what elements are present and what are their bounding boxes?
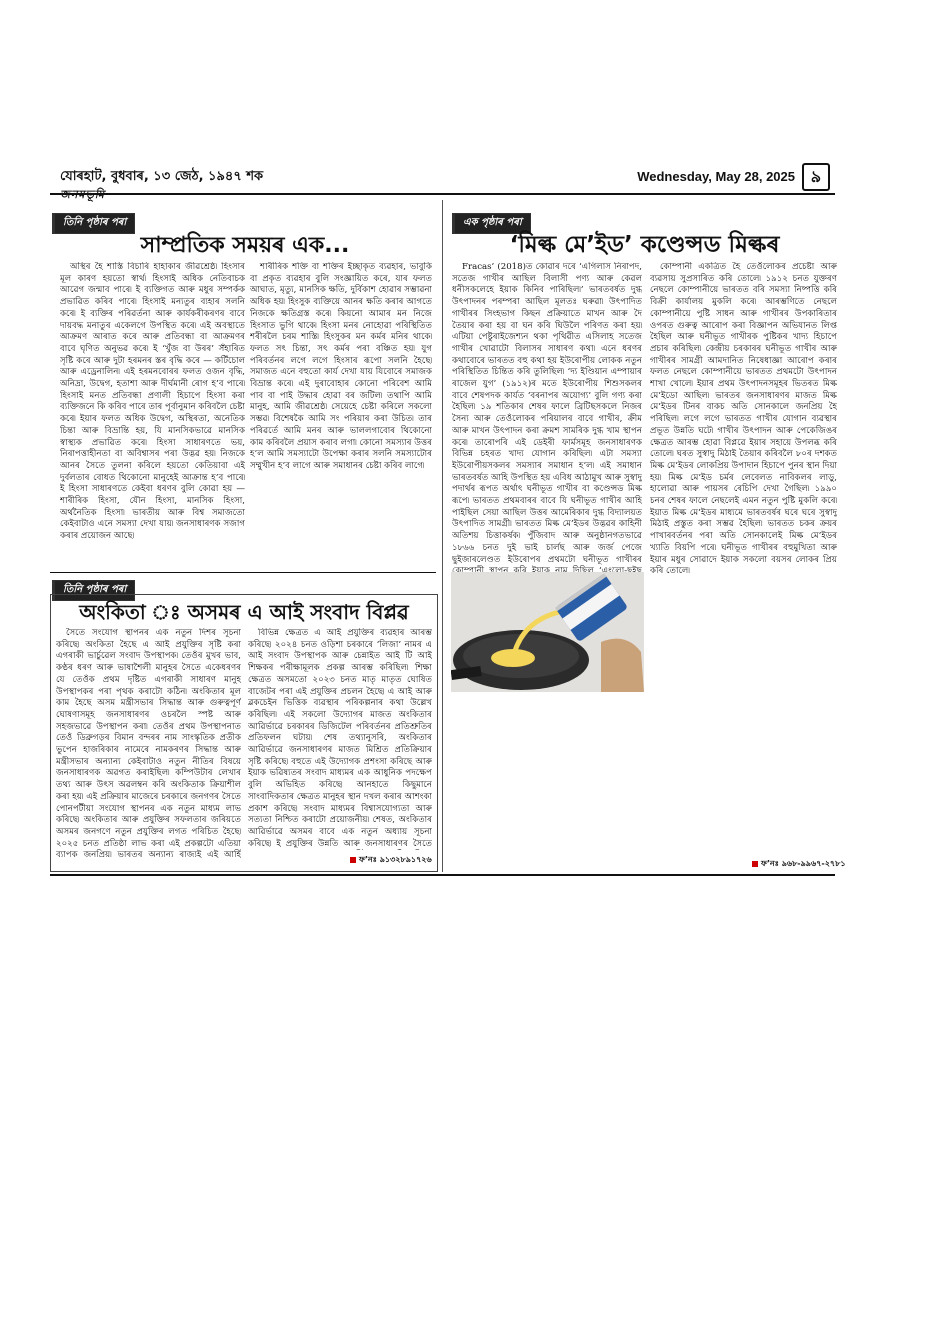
article2-headline: অংকিতা ঃ অসমৰ এ আই সংবাদ বিপ্লৱ [79, 600, 409, 624]
red-square-icon [752, 861, 758, 867]
article2-column-1: সৈতে সংযোগ স্থাপনৰ এক নতুন দিশৰ সূচনা কৰিছে৷ অংকিতা হৈছে এ আই প্ৰযুক্তিৰ সৃষ্টি কৰা এগৰাকী ভাৰ্চুৱেল সংবাদ উপস্থাপক৷ তেওঁৰ মুখৰ ভাব, কণ্ঠৰ ধৰণ আৰু ভাষাশৈলী মানুহৰ সৈতে একেধৰণৰ যে তেওঁক প্ৰথম দৃষ্টিত এগৰাকী সাধাৰণ মানুহ উপস্থাপকৰ পৰা পৃথক কৰাটো কঠিন৷ অংকিতাৰ মূল কাম হৈছে অসম মন্ত্ৰীসভাৰ সিদ্ধান্ত আৰু গুৰুত্বপূৰ্ণ ঘোষণাসমূহ জনসাধাৰণৰ ওচৰলৈ স্পষ্ট আৰু সহজভাৱে উপস্থাপন কৰা৷ তেওঁৰ প্ৰথম উপস্থাপনাত তেওঁ ডিব্ৰুগড়ৰ বিমান বন্দৰৰ নাম সাংস্কৃতিক প্ৰতীক ভুপেন হাজৰিকাৰ নামেৰে নামকৰণৰ সিদ্ধান্ত আৰু মন্ত্ৰীসভাৰ অন্যান্য কেইবাটাও নতুন নীতিৰ বিষয়ে জনসাধাৰণক অৱগত কৰাইছিল৷ কম্পিউটাৰ লেখাৰ তথ্য আৰু উৎস অৱলম্বন কৰি অংকিতাক ক্ৰিয়াশীল কৰা হয়৷ এই প্ৰক্ৰিয়াৰ মাজেৰে চৰকাৰে জনগণৰ সৈতে পোনপটীয়া সংযোগ স্থাপনৰ এক নতুন মাধ্যম লাভ কৰিছে৷ অংকিতাৰ আৰু প্ৰযুক্তিৰ সফলতাৰ জৰিয়তে অসমৰ জনগণে নতুন প্ৰযুক্তিৰ লগত পৰিচিত হৈছে৷ ২০২৫ চনত প্ৰতিষ্ঠা লাভ কৰা এই প্ৰকল্পটো এতিয়া ব্যাপক জনপ্ৰিয়৷ ভাৰতৰ অন্যান্য ৰাজ্যই এই আৰ্হি [56, 628, 241, 860]
article3-column-2: কোম্পানী একত্ৰিত হৈ তেওঁলোকৰ প্ৰচেষ্টা আৰু ব্যৱসায় সুপ্ৰসাৰিত কৰি তোলে৷ ১৯১২ চনত যুক্তৰণ নেছলে কোম্পানীয়ে ভাৰতত বৰি সমস্যা নিষ্পত্তি কৰি বিক্ৰী কাৰ্যালয় মুকলি কৰে৷ আৰম্ভণিতে নেছলে কোম্পানীয়ে পুষ্টি সাধন আৰু গাখীৰৰ উপকাৰিতাৰ ওপৰত গুৰুত্ব আৰোপ কৰা বিজ্ঞাপন অভিযানত লিপ্ত হৈছিল আৰু ঘনীভূত গাখীৰক পুষ্টিকৰ খাদ্য হিচাপে প্ৰচাৰ কৰিছিল৷ কেন্দ্ৰীয় চৰকাৰৰ ঘনীভূত গাখীৰ আৰু গাখীৰৰ সামগ্ৰী আমদানিত নিষেধাজ্ঞা আৰোপ কৰাৰ ফলত নেছলে কোম্পানীয়ে ভাৰতত প্ৰথমটো উৎপাদন শাখা খোলে৷ ইয়াৰ প্ৰথম উৎপাদনসমূহৰ ভিতৰত মিল্ক মে’ইডো আছিল৷ ভাৰতৰ জনসাধাৰণৰ মাজত মিল্ক মে’ইডৰ টিনৰ বাকচ অতি সোনকালে জনপ্ৰিয় হৈ পৰিছিল৷ লগে লগে ভাৰতত গাখীৰ যোগান ব্যৱস্থাৰ প্ৰভূত উন্নতি ঘটে৷ গাখীৰ উৎপাদন আৰু পেকেজিঙৰ ক্ষেত্ৰত আৰম্ভ হোৱা বিপ্লৱে ইয়াৰ সহায়ে উপলব্ধ কৰি তোলে৷ ঘৰত সুস্বাদু মিঠাই তৈয়াৰ কৰিবলৈ ৮০ৰ দশকত মিল্ক মে’ইডৰ লোকপ্ৰিয় উপাদান হিচাপে পুনৰ স্থান দিয়া হয়৷ মিল্ক মে’ইড চৰ্মৰ লেবেলত নাবিকলৰ লাড়ু, হালোৱা আৰু পায়সৰ ৰেচিপি দেখা গৈছিল৷ ১৯৯০ চনৰ শেষৰ ফালে নেছলেই এমন নতুন পুষ্টি মুকলি কৰে৷ ইয়াত মিল্ক মে’ইডৰ মাধ্যমে ভাৰতবৰ্ষৰ ঘৰে ঘৰে সুস্বাদু মিঠাই প্ৰস্তুত কৰা সম্ভৱ হৈছিল৷ ভাৰতত চকৰ ক্ৰয়ৰ পাখাৰবৰ্তনৰ পৰা অতি সোনকালেই মিল্ক মে’ইডৰ খ্যাতি বিয়পি পৰে৷ ঘনীভূত গাখীৰৰ বহুমুখিতা আৰু ইয়াৰ মধুৰ সোৱাদে ইয়াক সকলো বয়সৰ লোকৰ প্ৰিয় কৰি তোলে৷ [650, 262, 837, 577]
article1-continued-tag: তিনি পৃষ্ঠাৰ পৰা [52, 213, 135, 234]
article1-column-1: অস্থিৰ হৈ শাস্তি বিচাৰি হাহাকাৰ জীৱশ্ৰেষ্ঠ৷ হিংসাৰ মূল কাৰণ হয়তো স্বাৰ্থ৷ হিংসাই অধিক নেতিবাচক আৱেগ জন্মাব পাৰে৷ ই ব্যক্তিগত আৰু মধুৰ সম্পৰ্কক প্ৰভাৱিত কৰিব পাৰে৷ হিংসাই মন্যতুৰ ব্যহাৰ সলনি কৰে৷ ই ব্যক্তিৰ পৰিৱৰ্তনা আৰু কাৰ্যকৰীকৰণৰ বাবে দায়বদ্ধ মনাতুৰ একেলগে উপস্থিত কৰে৷ এই অবস্থাতে আক্ৰমণ আৰাত কৰে আৰু প্ৰতিবন্ধা বা আক্ৰমণৰ বাবে ঘৃণিত অনুভৱ কৰে৷ ই ‘খুঁজ বা উৰৰ’ সঁহাৰিত সৃষ্টি কৰে আৰু দুটা হৰমনৰ স্তৰ বৃদ্ধি কৰে — কৰ্টিচোল আৰু এড্ৰেনালিন৷ এই হৰমনবোৰৰ ফলত ওজন বৃদ্ধি, অনিদ্ৰা, উদ্বেগ, হতাশা আৰু দীৰ্ঘমানী ৰোগ হ’ব পাৰে৷ হিংসাই মনত প্ৰতিবন্ধা প্ৰণালী হিচাপে হিংসা কৰা ব্যক্তিজনে কি কৰিব পাৰে তাৰ পূৰ্বানুমান কৰিবলৈ চেষ্টা কৰে৷ ইয়াৰ ফলত অধিক উদ্বেগ, অস্থিৰতা, অনেতিক চিন্তা আৰু বিভ্ৰান্তি হয়, যি মানসিকভাৱে মানসিক স্বাস্থ্যক প্ৰভাৱিত কৰে৷ হিংসা সাধাৰণতে ভয়, নিৰাপত্তাহীনতা বা অবিশ্বাসৰ পৰা উদ্ভৱ হয়৷ নিজকে আনৰ সৈতে তুলনা কৰিলে হয়তো কেতিয়াবা এই দুৰ্বলতাৰ বোধত থিকোনো মানুহেই আক্ৰান্ত হ’ব পাৰে৷ ই হিংসা সাধাৰণতে কেইবা ধৰণৰ বুলি কোৱা হয় — শাৰীৰিক হিংসা, যৌন হিংসা, মানসিক হিংসা, অৰ্থনৈতিক হিংসা৷ ভাৰতীয় আৰু বিশ্ব সমাজতো কেইবাটাও এনে সমস্যা দেখা যায়৷ জনসাধাৰণক সজাগ কৰাৰ প্ৰয়োজন আছে৷ [60, 262, 245, 542]
article3-headline: ‘মিল্ক মে’ইড’ কণ্ডেন্সড মিল্কৰ [509, 232, 780, 258]
masthead-date-english: Wednesday, May 28, 2025 [637, 169, 795, 184]
milk-pouring-photo [451, 572, 644, 692]
condensed-milk-can-photo [451, 572, 644, 692]
article2-phone [350, 854, 432, 867]
page-number: ৯ [802, 163, 830, 191]
newspaper-logo: জনমভূমি [60, 188, 105, 201]
column-divider [442, 200, 443, 872]
article-separator [50, 572, 436, 573]
article3-continued-tag: এক পৃষ্ঠাৰ পৰা [452, 213, 531, 234]
article1-column-2: শাৰীৰিক শক্তি বা শক্তিৰ ইচ্ছাকৃত ব্যৱহাৰ, ভাবুকি বা প্ৰকৃত ব্যৱহাৰ বুলি সংজ্ঞায়িত কৰে, যাৰ ফলত আঘাত, মৃত্যু, মানসিক ক্ষতি, দুৰ্বিকাশ হোৱাৰ সম্ভাৱনা অধিক হয়৷ হিংসুক ব্যক্তিয়ে আনৰ ক্ষতি কৰাৰ আগতে নিজকে ক্ষতিগ্ৰস্ত কৰে৷ কিয়নো আমাৰ মন নিজে হিংসাত ভুগি থাকে৷ হিংসা মনৰ নোহোৱা পৰিস্থিতিত শৰীৰলৈ চৰম শাস্তি৷ হিংসুকৰ মন কৰ্মৰ মনিৰ থাকে৷ ফলত সৎ চিন্তা, সৎ কৰ্মৰ পৰা বঞ্চিত হয়৷ যুগ পৰিবৰ্তনৰ লগে লগে হিংসাৰ ৰূপো সলনি হৈছে৷ সমাজত এনে বহুতো কাৰ্য দেখা যায় যিবোৰে সমাজক বিভ্ৰান্ত কৰে৷ এই দুৰাবোহাৰ কোনো পৰিবেশ আমি পাব বা পাই উদ্ধাৰ হোৱা বৰ জটিল৷ তথাপি আমি মানুহ, আমি জীৱশ্ৰেষ্ঠ৷ সেয়েহে চেষ্টা কৰিলে সকলো সম্ভৱ৷ বিশেষকৈ আমি সং পৰিয়াৰ কৰা উচিত৷ তাৰ পৰিৱৰ্তে আমি মনৰ আৰু ভাললগাবোৰ থিকোনো কাম কৰিবলৈ প্ৰয়াস কৰাব লগা৷ কোনো সমস্যাৰ উত্তৰ হ’ল আমি সমস্যাটো উপেক্ষা কৰাৰ সলনি সমস্যাটোৰ সম্মুখীন হ’ব লাগে আৰু সমাধানৰ চেষ্টা কৰিব লাগে৷ [250, 262, 432, 471]
article3-phone-text: ফ’নঃ ৯৬৮-৯৯৬৭-২৭৮১ [761, 859, 846, 868]
article1-headline: সাম্প্ৰতিক সময়ৰ এক... [140, 233, 350, 258]
red-square-icon [350, 857, 356, 863]
masthead-rule [50, 193, 835, 195]
article2-column-2: বিভিন্ন ক্ষেত্ৰত এ আই প্ৰযুক্তিৰ ব্যৱহাৰ আৰম্ভ কৰিছে৷ ২০২৪ চনত ওড়িশা চৰকাৰে ‘লিজা’ নামৰ এ আই সংবাদ উপস্থাপক আৰু চেন্নাইত আই টি আই শিক্ষকৰ পৰীক্ষামূলক প্ৰকল্প আৰম্ভ কৰিছিল৷ শিক্ষা ক্ষেত্ৰত অসমতো ২০২৩ চনত মাতৃ মাতৃত ঘোষিত বাজেটৰ পৰা এই প্ৰযুক্তিৰ প্ৰচলন হৈছে৷ এ আই আৰু ব্লকচেইন ভিত্তিক ব্যৱস্থাৰ পৰিকল্পনাৰ কথা উল্লেখ কৰিছিল৷ এই সকলো উদ্যোগৰ মাজত অংকিতাৰ আৱিৰ্ভাৱে চৰকাৰৰ ডিজিটেল পৰিবৰ্তনৰ প্ৰতিশ্ৰুতিৰ প্ৰতিফলন ঘটায়৷ শেষ তথ্যানুসৰি, অংকিতাৰ আৱিৰ্ভাৱে জনসাধাৰণৰ মাজত মিশ্ৰিত প্ৰতিক্ৰিয়াৰ সৃষ্টি কৰিছে৷ বহুতে এই উদ্যোগক প্ৰশংসা কৰিছে আৰু ইয়াক ভৱিষ্যতৰ সংবাদ মাধ্যমৰ এক আধুনিক পদক্ষেপ বুলি অভিহিত কৰিছে৷ আনহাতে কিছুমানে সাংবাদিকতাৰ ক্ষেত্ৰত মানুহৰ স্থান দখল কৰাৰ আশংকা প্ৰকাশ কৰিছে৷ সংবাদ মাধ্যমৰ বিশ্বাসযোগ্যতা আৰু সত্যতা নিশ্চিত কৰাটো প্ৰয়োজনীয়৷ শেষত, অংকিতাৰ আৱিৰ্ভাৱে অসমৰ বাবে এক নতুন অধ্যায় সূচনা কৰিছে৷ ই প্ৰযুক্তিৰ উন্নতি আৰু জনসাধাৰণৰ সৈতে [248, 628, 432, 849]
masthead-date-assamese: যোৰহাট, বুধবাৰ, ১৩ জেঠ, ১৯৪৭ শক [60, 169, 264, 184]
bottom-rule [50, 874, 835, 876]
article2-phone-text: ফ’নঃ ৯১৩২৮৯১৭২৬ [359, 855, 432, 864]
article2-continued-tag: তিনি পৃষ্ঠাৰ পৰা [52, 580, 135, 601]
article3-column-1: Fracas’ (2018)ত কোৱাৰ দৰে ‘এগিলাস নিৰাপদ, সতেজ গাখীৰ আছিল বিলাসী পণ্য আৰু কেৱল ধনীসকলেহে ইয়াক কিনিব পাৰিছিল৷’ ভাৰতবৰ্ষত দুগ্ধ উৎপাদনৰ পৰম্পৰা আছিল মূলতঃ ঘৰুৱা৷ উৎপাদিত গাখীৰৰ সিংহভাগ কিছন প্ৰক্ৰিয়াতে মাখন আৰু দৈ তৈয়াৰ কৰা হয় বা ঘন কৰি ঘিউলৈ পৰিণত কৰা হয়৷ এটিয়া পেষ্টুৰাইজেশ্যন থকা পৃথিৱীত এসিলাহ সতেজ গাখীৰ খোৱাটো বিলাসৰ সাধাৰণ কথা৷ এনে ধৰণৰ কথাবোৰে ভাৰতত বহু কথা হয় ইউৰোপীয় লোকক নতুন পৰিস্থিতিত চিন্তিত কৰি তুলিছিল৷ ‘দ্য ইণ্ডিয়ান এম্পায়াৰ ৰাজেল যুগ’ (১৯১২)ৰ মতে ইউৰোপীয় শিশুসকলৰ বাবে শেষপদক কাৰ্যত ‘বৰনাপৰ অযোগ্য’ বুলি গণ্য কৰা হৈছিল৷ ১৯ শতিকাৰ শেষৰ ফালে ব্ৰিটিছসকলে নিজৰ সৈন্য আৰু তেওঁলোকৰ পৰিয়ালৰ বাবে গাখীৰ, ক্ৰীম আৰু মাখন উৎপাদন কৰা ক্ৰমশ সামৰিক দুগ্ধ খাম স্থাপন কৰে৷ তাৰোপৰি এই ডেইৰী ফাৰ্মসমূহ জনসাধাৰণক বিভিন্ন চহৰত খাদ্য যোগান কৰিছিল৷ এটা সমস্যা ইউৰোপীয়সকলৰ সমস্যাৰ সমাধান হ’ল৷ এই সমাধান ভাৰতবৰ্ষত আহি উপস্থিত হয় এবিধ আঠামুখ আৰু সুস্বাদু পদাৰ্থৰ ৰূপত অৰ্থাৎ ঘনীভূত গাখীৰ বা কণ্ডেন্সড মিল্ক ৰূপে৷ ভাৰতত প্ৰথমবাৰৰ বাবে যি ঘনীভূত গাখীৰ আহি পাইছিল সেয়া আছিল উত্তৰ আমেৰিকাৰ দুগ্ধ বিদ্যালয়ত উৎপাদিত সামগ্ৰী৷ ভাৰতত মিল্ক মে’ইডৰ উদ্ভৱৰ কাহিনী অতিশয় চিত্তাকৰ্ষক৷ পুঁজিবাদ আৰু অনুষ্ঠানগতভাৱে ১৮৬৬ চনত দুই ভাই চাৰ্লছ আৰু জৰ্জ পেজে ছুইজাৰলেণ্ডত ইউৰোপৰ প্ৰথমটো ঘনীভূত গাখীৰৰ [452, 262, 642, 565]
article3-phone [752, 858, 846, 871]
